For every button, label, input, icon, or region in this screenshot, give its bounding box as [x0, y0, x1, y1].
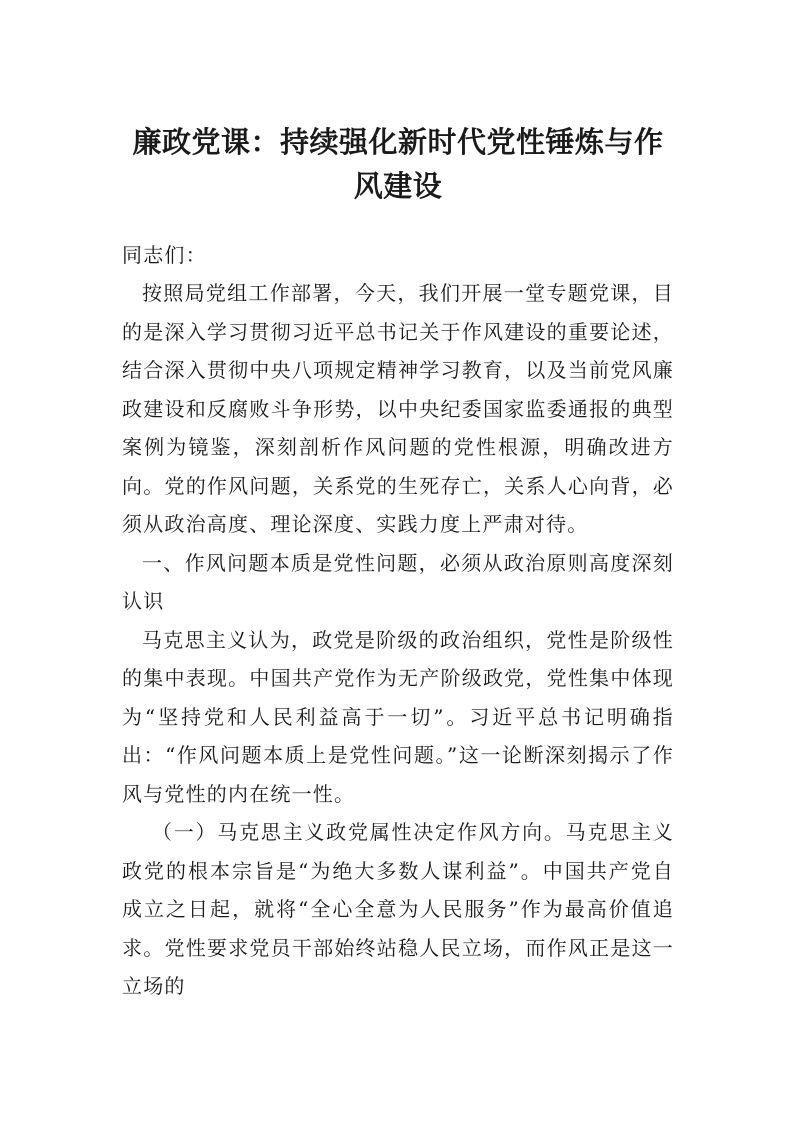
- document-page: [122, 120, 674, 1006]
- paragraph-section-1: 马克思主义认为，政党是阶级的政治组织，党性是阶级性的集中表现。中国共产党作为无产阶级政党，党性集中体现为“坚持党和人民利益高于一切”。习近平总书记明确指出：“作风问题本质上是党性问题。”这一论断深刻揭示了作风与党性的内在统一性。: [122, 627, 674, 806]
- paragraph-intro: 按照局党组工作部署，今天，我们开展一堂专题党课，目的是深入学习贯彻习近平总书记关于作风建设的重要论述，结合深入贯彻中央八项规定精神学习教育，以及当前党风廉政建设和反腐败斗争形势，以中央纪委国家监委通报的典型案例为镜鉴，深刻剖析作风问题的党性根源，明确改进方向。党的作风问题，关系党的生死存亡，关系人心向背，必须从政治高度、理论深度、实践力度上严肃对待。: [122, 281, 674, 536]
- greeting: 同志们：: [122, 243, 207, 267]
- section-heading-1: 一、作风问题本质是党性问题，必须从政治原则高度深刻认识: [122, 550, 674, 613]
- paragraph-subsection-1: （一）马克思主义政党属性决定作风方向。马克思主义政党的根本宗旨是“为绝大多数人谋利益”。中国共产党自成立之日起，就将“全心全意为人民服务”作为最高价值追求。党性要求党员干部始终站稳人民立场，而作风正是这一立场的: [122, 820, 674, 998]
- document-title: 廉政党课：持续强化新时代党性锤炼与作风建设: [132, 125, 664, 203]
